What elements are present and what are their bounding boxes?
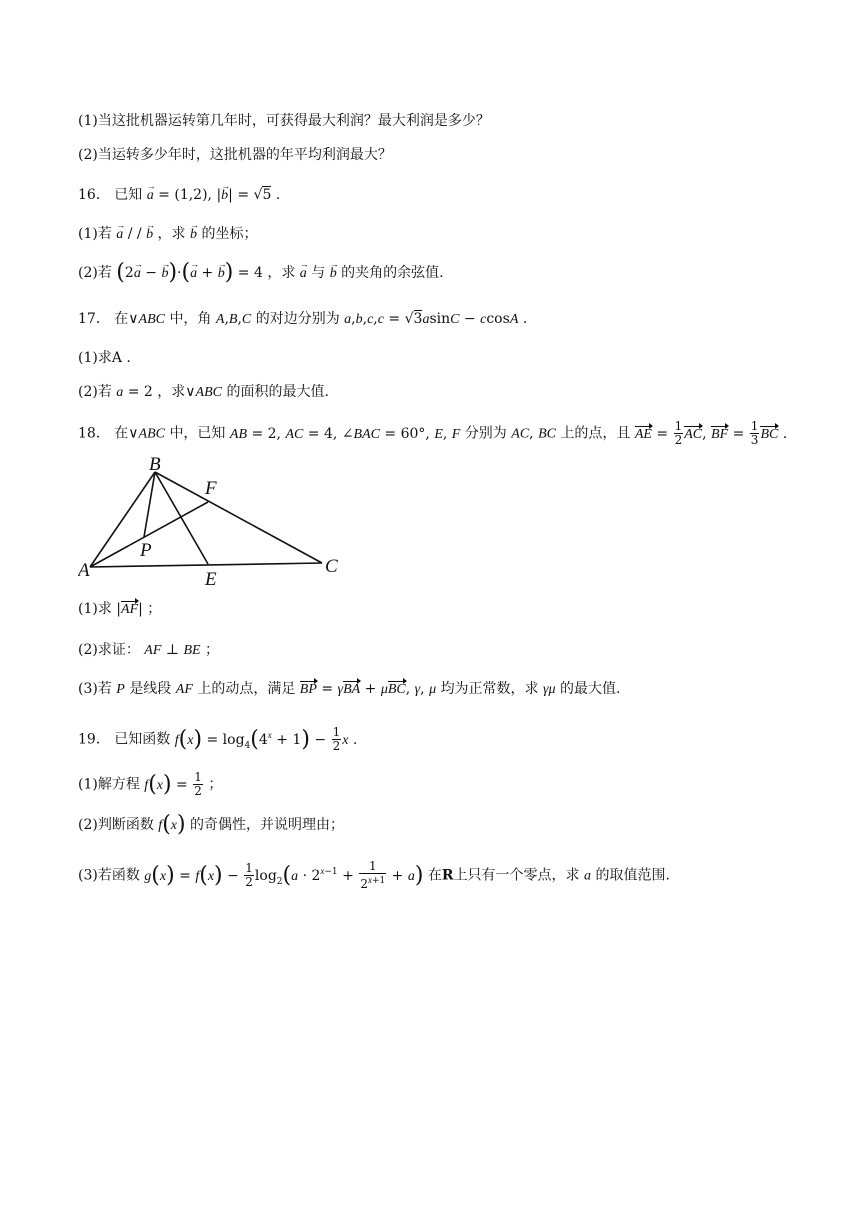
q18-part1-suffix: ； (147, 601, 162, 617)
q18-part3-formula: BP = γBA + μBC, γ, μ (300, 681, 436, 697)
q19-part1 (78, 771, 222, 798)
q19-number: 19． (78, 731, 110, 748)
q18-part1-prefix: (1)求 (78, 601, 112, 617)
q16-part2: (2)若 (2→ a − → b)·(→ a + → b) = 4 ，求 → a 与 → b 的夹角的余弦值. (78, 263, 444, 284)
q19-part2-suffix: 的奇偶性，并说明理由； (190, 817, 345, 833)
q17-part2-mid: ，求∨ (157, 384, 196, 400)
q18-part3-e: 的最大值. (560, 681, 621, 697)
q17-stem: 17． 在∨ABC 中，角 A,B,C 的对边分别为 a,b,c,c = √3asinC − ccosA . (78, 311, 528, 327)
q16-part2-and: 与 (311, 265, 326, 281)
q16-part2-suffix: 的夹角的余弦值. (341, 265, 444, 281)
q16-part1-prefix: (1)若 (78, 226, 112, 242)
q18-stem-c: 分别为 (464, 425, 507, 442)
q19-part1-prefix: (1)解方程 (78, 776, 140, 793)
q18-part3-d: 均为正常数，求 (440, 681, 539, 697)
q18-stem-b: 中，已知 (169, 425, 226, 442)
q18-number: 18． (78, 425, 110, 442)
label-E: E (205, 569, 217, 590)
label-B: B (149, 454, 161, 475)
q19-part3: (3)若函数 g(x) = f(x) − $\frac{1}{2}$ $\log_2(a \cdot 2^{x-1}$ + $\frac{1}{2^{x+1}}$ + a) 在R上只有一个零点，求 a 的取值范围. (78, 859, 670, 891)
q16-number: 16． (78, 187, 110, 203)
q18-part2-suffix: ； (205, 642, 220, 658)
q17-formula: a,b,c,c = √3asinC − ccosA . (344, 311, 528, 327)
label-A: A (78, 560, 90, 581)
q18-part2-prefix: (2)求证： (78, 642, 140, 658)
q19-part3-prefix: (3)若函数 (78, 867, 140, 884)
q16-part1: (1)若 → a / / → b ，求 → b 的坐标； (78, 224, 257, 245)
q16-part1-mid: ，求 (157, 226, 186, 242)
q18-part3-b: 是线段 (129, 681, 172, 697)
label-C: C (325, 556, 338, 577)
q15-part1: (1)当这批机器运转第几年时，可获得最大利润？最大利润是多少？ (78, 113, 490, 129)
q16-stem-text: 已知 (114, 187, 143, 203)
q19-part3-mid: 上只有一个零点，求 (453, 867, 580, 884)
q17-part1: (1)求A . (78, 350, 131, 366)
q16-part1-suffix: 的坐标； (201, 226, 258, 242)
q18-stem-a: 在∨ (114, 425, 139, 442)
q19-part2: (2)判断函数 f(x) 的奇偶性，并说明理由； (78, 812, 345, 837)
q17-stem-b: 中，角 (169, 311, 212, 327)
q19-part1-suffix: ； (208, 776, 223, 793)
q18-stem-d: 上的点，且 (560, 425, 631, 442)
q18-vector-conditions: AE = $\frac{1}{2}$ AC, BF = $\frac{1}{3}$ BC . (634, 419, 788, 447)
q18-stem: 18． 在∨ABC 中，已知 AB = 2, AC = 4, ∠BAC = 60°, E, F 分别为 AC, BC 上的点，且 AE = $\frac{1}{2}$ AC, BF = $\frac{1}{3}$ BC . (78, 419, 788, 447)
q17-part2: (2)若 a = 2 ，求∨ABC 的面积的最大值. (78, 384, 329, 400)
q19-part3-suffix: 的取值范围. (595, 867, 670, 884)
q17-part2-suffix: 的面积的最大值. (226, 384, 329, 400)
q15-part2: (2)当运转多少年时，这批机器的年平均利润最大？ (78, 147, 392, 163)
segment-BP (144, 472, 155, 537)
q16-stem (78, 185, 280, 206)
label-F: F (205, 478, 217, 499)
q16-part2-mid: ，求 (267, 265, 296, 281)
q17-stem-a: 在∨ (114, 311, 139, 327)
q19-part3-in: 在 (427, 867, 442, 884)
q18-part1: (1)求 |AF| ； (78, 599, 161, 620)
q18-part2: (2)求证： AF ⊥ BE ； (78, 642, 220, 658)
q17-part2-prefix: (2)若 (78, 384, 112, 400)
q17-number: 17． (78, 311, 110, 327)
q19-part2-prefix: (2)判断函数 (78, 817, 154, 833)
q18-given: AB = 2, AC = 4, ∠BAC = 60°, E, F (229, 425, 461, 442)
label-P: P (140, 540, 152, 561)
q19-stem-text: 已知函数 (114, 731, 171, 748)
q17-stem-c: 的对边分别为 (255, 311, 340, 327)
q19-part3-formula: g(x) = f(x) − $\frac{1}{2}$ $\log_2(a \cdot 2^{x-1}$ + $\frac{1}{2^{x+1}}$ + a) (144, 859, 424, 891)
q16-formula: → a = (1,2), |→ b| = √5 . (147, 187, 281, 203)
triangle-diagram (78, 450, 348, 590)
segment-AC (90, 563, 322, 567)
q18-part3: (3)若 P 是线段 AF 上的动点，满足 BP = γBA + μBC, γ, μ 均为正常数，求 γμ 的最大值. (78, 679, 620, 700)
q19-part3-R: R (441, 867, 454, 884)
q19-formula: $f(x) = \log_4(4^x + 1)$ − $\frac{1}{2}$ x . (174, 725, 358, 754)
q16-part2-prefix: (2)若 (78, 265, 112, 281)
q19-stem (78, 725, 357, 755)
q18-part3-a: (3)若 (78, 681, 112, 697)
q19-part1-formula: f(x) = $\frac{1}{2}$ (144, 770, 202, 798)
q18-part3-c: 上的动点，满足 (197, 681, 296, 697)
q16-part2-formula: (2→ a − → b)·(→ a + → b) = 4 (116, 265, 263, 281)
